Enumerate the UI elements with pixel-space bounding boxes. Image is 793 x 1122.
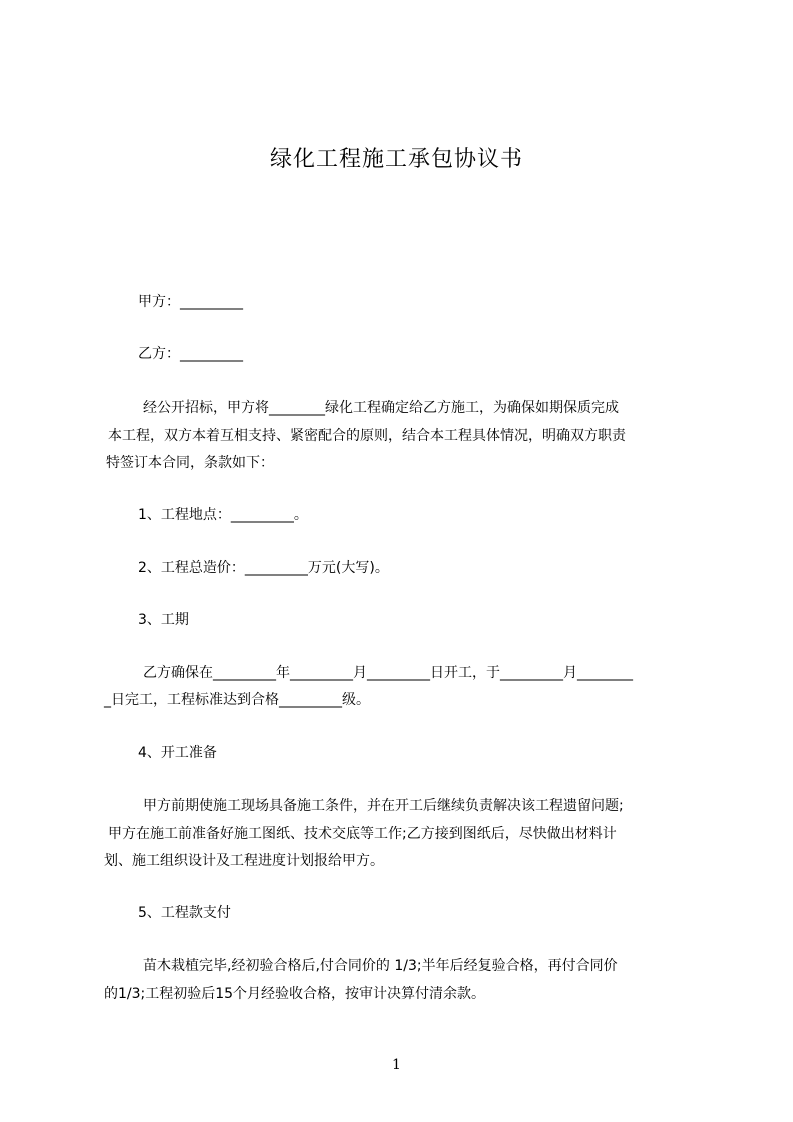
intro-line-1: 经公开招标，甲方将________绿化工程确定给乙方施工，为确保如期保质完成	[143, 400, 619, 416]
document-title: 绿化工程施工承包协议书	[269, 147, 523, 172]
intro-line-2: 本工程，双方本着互相支持、紧密配合的原则，结合本工程具体情况，明确双方职责	[108, 428, 626, 444]
clause-2: 2、工程总造价：_________万元(大写)。	[138, 560, 389, 576]
clause-5-body-line-1: 苗木栽植完毕,经初验合格后,付合同价的 1/3;半年后经复验合格，再付合同价	[143, 958, 618, 974]
clause-4-body-line-1: 甲方前期使施工现场具备施工条件，并在开工后继续负责解决该工程遗留问题;	[143, 798, 624, 814]
party-a-line: 甲方：_________	[138, 294, 243, 310]
clause-5-heading: 5、工程款支付	[138, 905, 231, 921]
clause-3-body-line-2: _日完工，工程标准达到合格_________级。	[104, 692, 370, 708]
party-b-line: 乙方：_________	[138, 346, 243, 362]
clause-5-body-line-2: 的1/3;工程初验后15个月经验收合格，按审计决算付清余款。	[104, 986, 486, 1002]
clause-4-body-line-2: 甲方在施工前准备好施工图纸、技术交底等工作;乙方接到图纸后，尽快做出材料计	[108, 826, 617, 842]
clause-4-body-line-3: 划、施工组织设计及工程进度计划报给甲方。	[104, 853, 384, 869]
clause-3-body-line-1: 乙方确保在_________年_________月_________日开工，于_________月________	[143, 665, 633, 681]
page-number: 1	[392, 1057, 401, 1073]
intro-line-3: 特签订本合同，条款如下：	[106, 455, 274, 471]
clause-3-heading: 3、工期	[138, 612, 189, 628]
clause-1: 1、工程地点：_________。	[138, 507, 308, 523]
clause-4-heading: 4、开工准备	[138, 745, 217, 761]
